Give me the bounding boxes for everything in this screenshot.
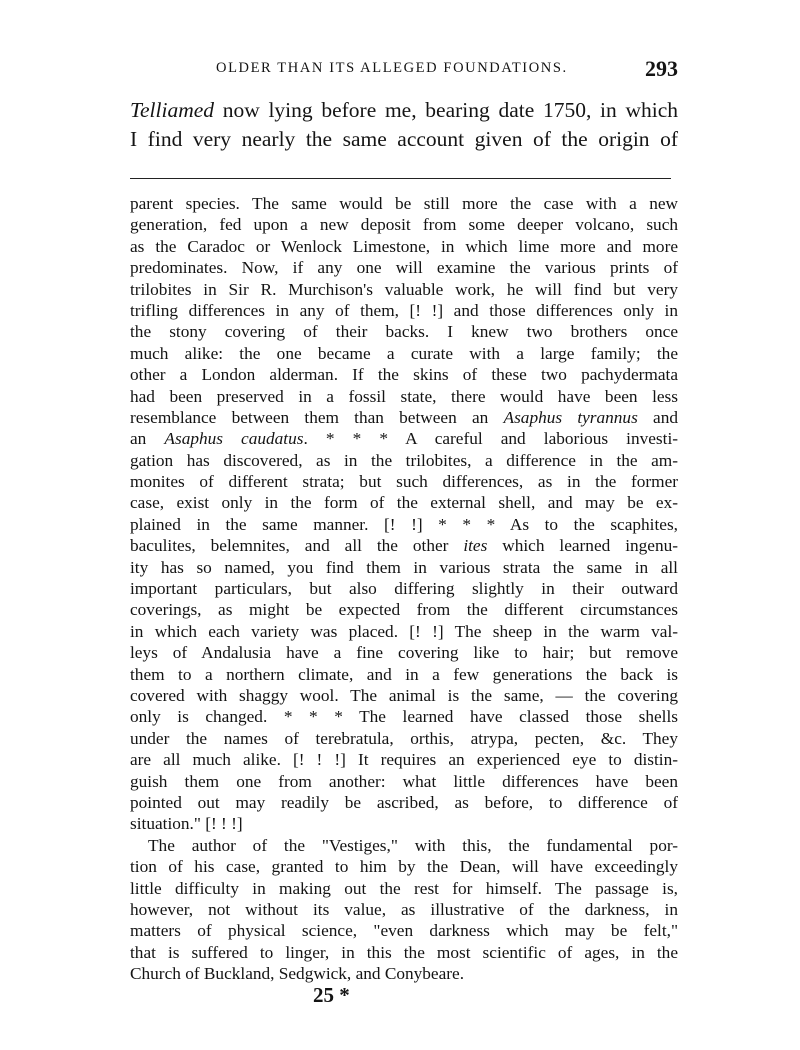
footnote-line: however, not without its value, as illustrative of the darkness, in — [130, 899, 678, 919]
footnote-line: predominates. Now, if any one will examine the various prints of — [130, 258, 678, 278]
footnote-line: guish them one from another: what little differences have been — [130, 771, 678, 791]
footnote-line: pointed out may readily be ascribed, as before, to difference of — [130, 792, 678, 812]
footnote-line: monites of different strata; but such differences, as in the former — [130, 472, 678, 492]
footnote-line: gation has discovered, as in the trilobites, a difference in the am- — [130, 450, 678, 470]
footnote-line: little difficulty in making out the rest for himself. The passage is, — [130, 878, 678, 898]
footnote-line: are all much alike. [! ! !] It requires an experienced eye to distin- — [130, 750, 678, 770]
footnote-line: trilobites in Sir R. Murchison's valuable work, he will find but very — [130, 279, 678, 299]
footnote-line: generation, fed upon a new deposit from some deeper volcano, such — [130, 215, 678, 235]
footnote-line: coverings, as might be expected from the different circumstances — [130, 600, 678, 620]
footnote-line: Church of Buckland, Sedgwick, and Conybeare. — [130, 964, 465, 984]
footnote-line: much alike: the one became a curate with a large family; the — [130, 343, 678, 363]
footnote-line: other a London alderman. If the skins of these two pachydermata — [130, 365, 678, 385]
footnote-line: the stony covering of their backs. I knew two brothers once — [130, 322, 678, 342]
footnote-line: important particulars, but also differing slightly in their outward — [130, 579, 678, 599]
signature-mark: 25 * — [313, 983, 350, 1007]
footnote-line: that is suffered to linger, in this the most scientific of ages, in the — [130, 942, 678, 962]
footnote-line: covered with shaggy wool. The animal is the same, — the covering — [130, 685, 678, 705]
main-text-line: Telliamed now lying before me, bearing date 1750, in which — [130, 98, 678, 122]
footnote-line: ity has so named, you find them in various strata the same in all — [130, 557, 678, 577]
footnote-line: in which each variety was placed. [! !] The sheep in the warm val- — [130, 621, 678, 641]
footnote-line: case, exist only in the form of the external shell, and may be ex- — [130, 493, 678, 513]
page-number: 293 — [645, 56, 678, 81]
footnote-line: leys of Andalusia have a fine covering like to hair; but remove — [130, 643, 678, 663]
footnote-line: tion of his case, granted to him by the Dean, will have exceedingly — [130, 857, 678, 877]
footnote-line: situation." [! ! !] — [130, 814, 243, 834]
footnote-divider — [130, 178, 671, 179]
running-title: OLDER THAN ITS ALLEGED FOUNDATIONS. — [216, 60, 568, 76]
footnote-line: had been preserved in a fossil state, there would have been less — [130, 386, 678, 406]
running-head — [130, 58, 678, 82]
footnote — [130, 193, 678, 984]
footnote-line: The author of the "Vestiges," with this, the fundamental por- — [148, 835, 678, 855]
main-text — [130, 96, 678, 154]
footnote-line: them to a northern climate, and in a few generations the back is — [130, 664, 678, 684]
footnote-line: parent species. The same would be still more the case with a new — [130, 194, 678, 213]
footnote-line: an Asaphus caudatus. * * * A careful and laborious investi- — [130, 429, 678, 449]
footnote-line: plained in the same manner. [! !] * * * As to the scaphites, — [130, 514, 678, 534]
footnote-line: only is changed. * * * The learned have classed those shells — [130, 707, 678, 727]
footnote-line: matters of physical science, "even darkness which may be felt," — [130, 921, 678, 941]
footnote-line: resemblance between them than between an Asaphus tyrannus and — [130, 407, 678, 427]
footnote-line: as the Caradoc or Wenlock Limestone, in which lime more and more — [130, 236, 678, 256]
footnote-line: trifling differences in any of them, [! !] and those differences only in — [130, 300, 678, 320]
footnote-line: baculites, belemnites, and all the other ites which learned ingenu- — [130, 536, 678, 556]
footnote-line: under the names of terebratula, orthis, atrypa, pecten, &c. They — [130, 728, 678, 748]
main-text-line: I find very nearly the same account given of the origin of — [130, 127, 678, 151]
